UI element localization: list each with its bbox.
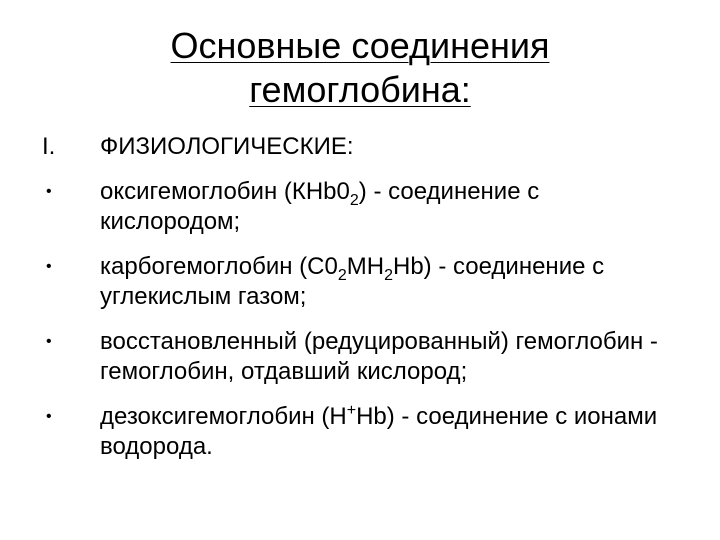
list-item-text bbox=[100, 402, 670, 462]
slide-title bbox=[100, 24, 620, 112]
subscript: 2 bbox=[384, 267, 393, 284]
bullet-icon: • bbox=[46, 333, 52, 350]
roman-numeral-marker: I. bbox=[42, 133, 56, 160]
text-part: ) - соединение с кислородом; bbox=[100, 178, 540, 235]
list-item-deoxyhemoglobin bbox=[40, 402, 680, 462]
text-part: карбогемоглобин (С0 bbox=[100, 253, 338, 280]
subscript: 2 bbox=[337, 267, 347, 284]
heading-text: ФИЗИОЛОГИЧЕСКИЕ: bbox=[100, 133, 354, 160]
list-item-text bbox=[100, 177, 670, 237]
subscript: 2 bbox=[349, 192, 359, 209]
superscript: + bbox=[346, 402, 357, 419]
content-list bbox=[40, 132, 680, 462]
bullet-icon: • bbox=[46, 183, 52, 200]
title-line-1: Основные соединения bbox=[170, 25, 550, 66]
list-item-oxyhemoglobin bbox=[40, 177, 680, 237]
text-part: Hb) - соединение с углекислым газом; bbox=[100, 253, 605, 310]
text-part: Hb) - соединение с ионами водорода. bbox=[100, 403, 658, 460]
list-item-carbhemoglobin bbox=[40, 252, 680, 312]
list-item-text bbox=[100, 252, 670, 312]
list-item-reduced-hemoglobin bbox=[40, 327, 680, 387]
title-line-2: гемоглобина: bbox=[249, 69, 471, 110]
text-part: оксигемоглобин (КНb0 bbox=[100, 178, 350, 205]
bullet-icon: • bbox=[46, 408, 52, 425]
text-part: МН bbox=[346, 253, 385, 280]
list-item-text: восстановленный (редуцированный) гемоглобин - гемоглобин, отдавший кислород; bbox=[100, 328, 658, 385]
bullet-icon: • bbox=[46, 258, 52, 275]
list-heading bbox=[40, 132, 680, 162]
text-part: дезоксигемоглобин (Н bbox=[100, 403, 347, 430]
